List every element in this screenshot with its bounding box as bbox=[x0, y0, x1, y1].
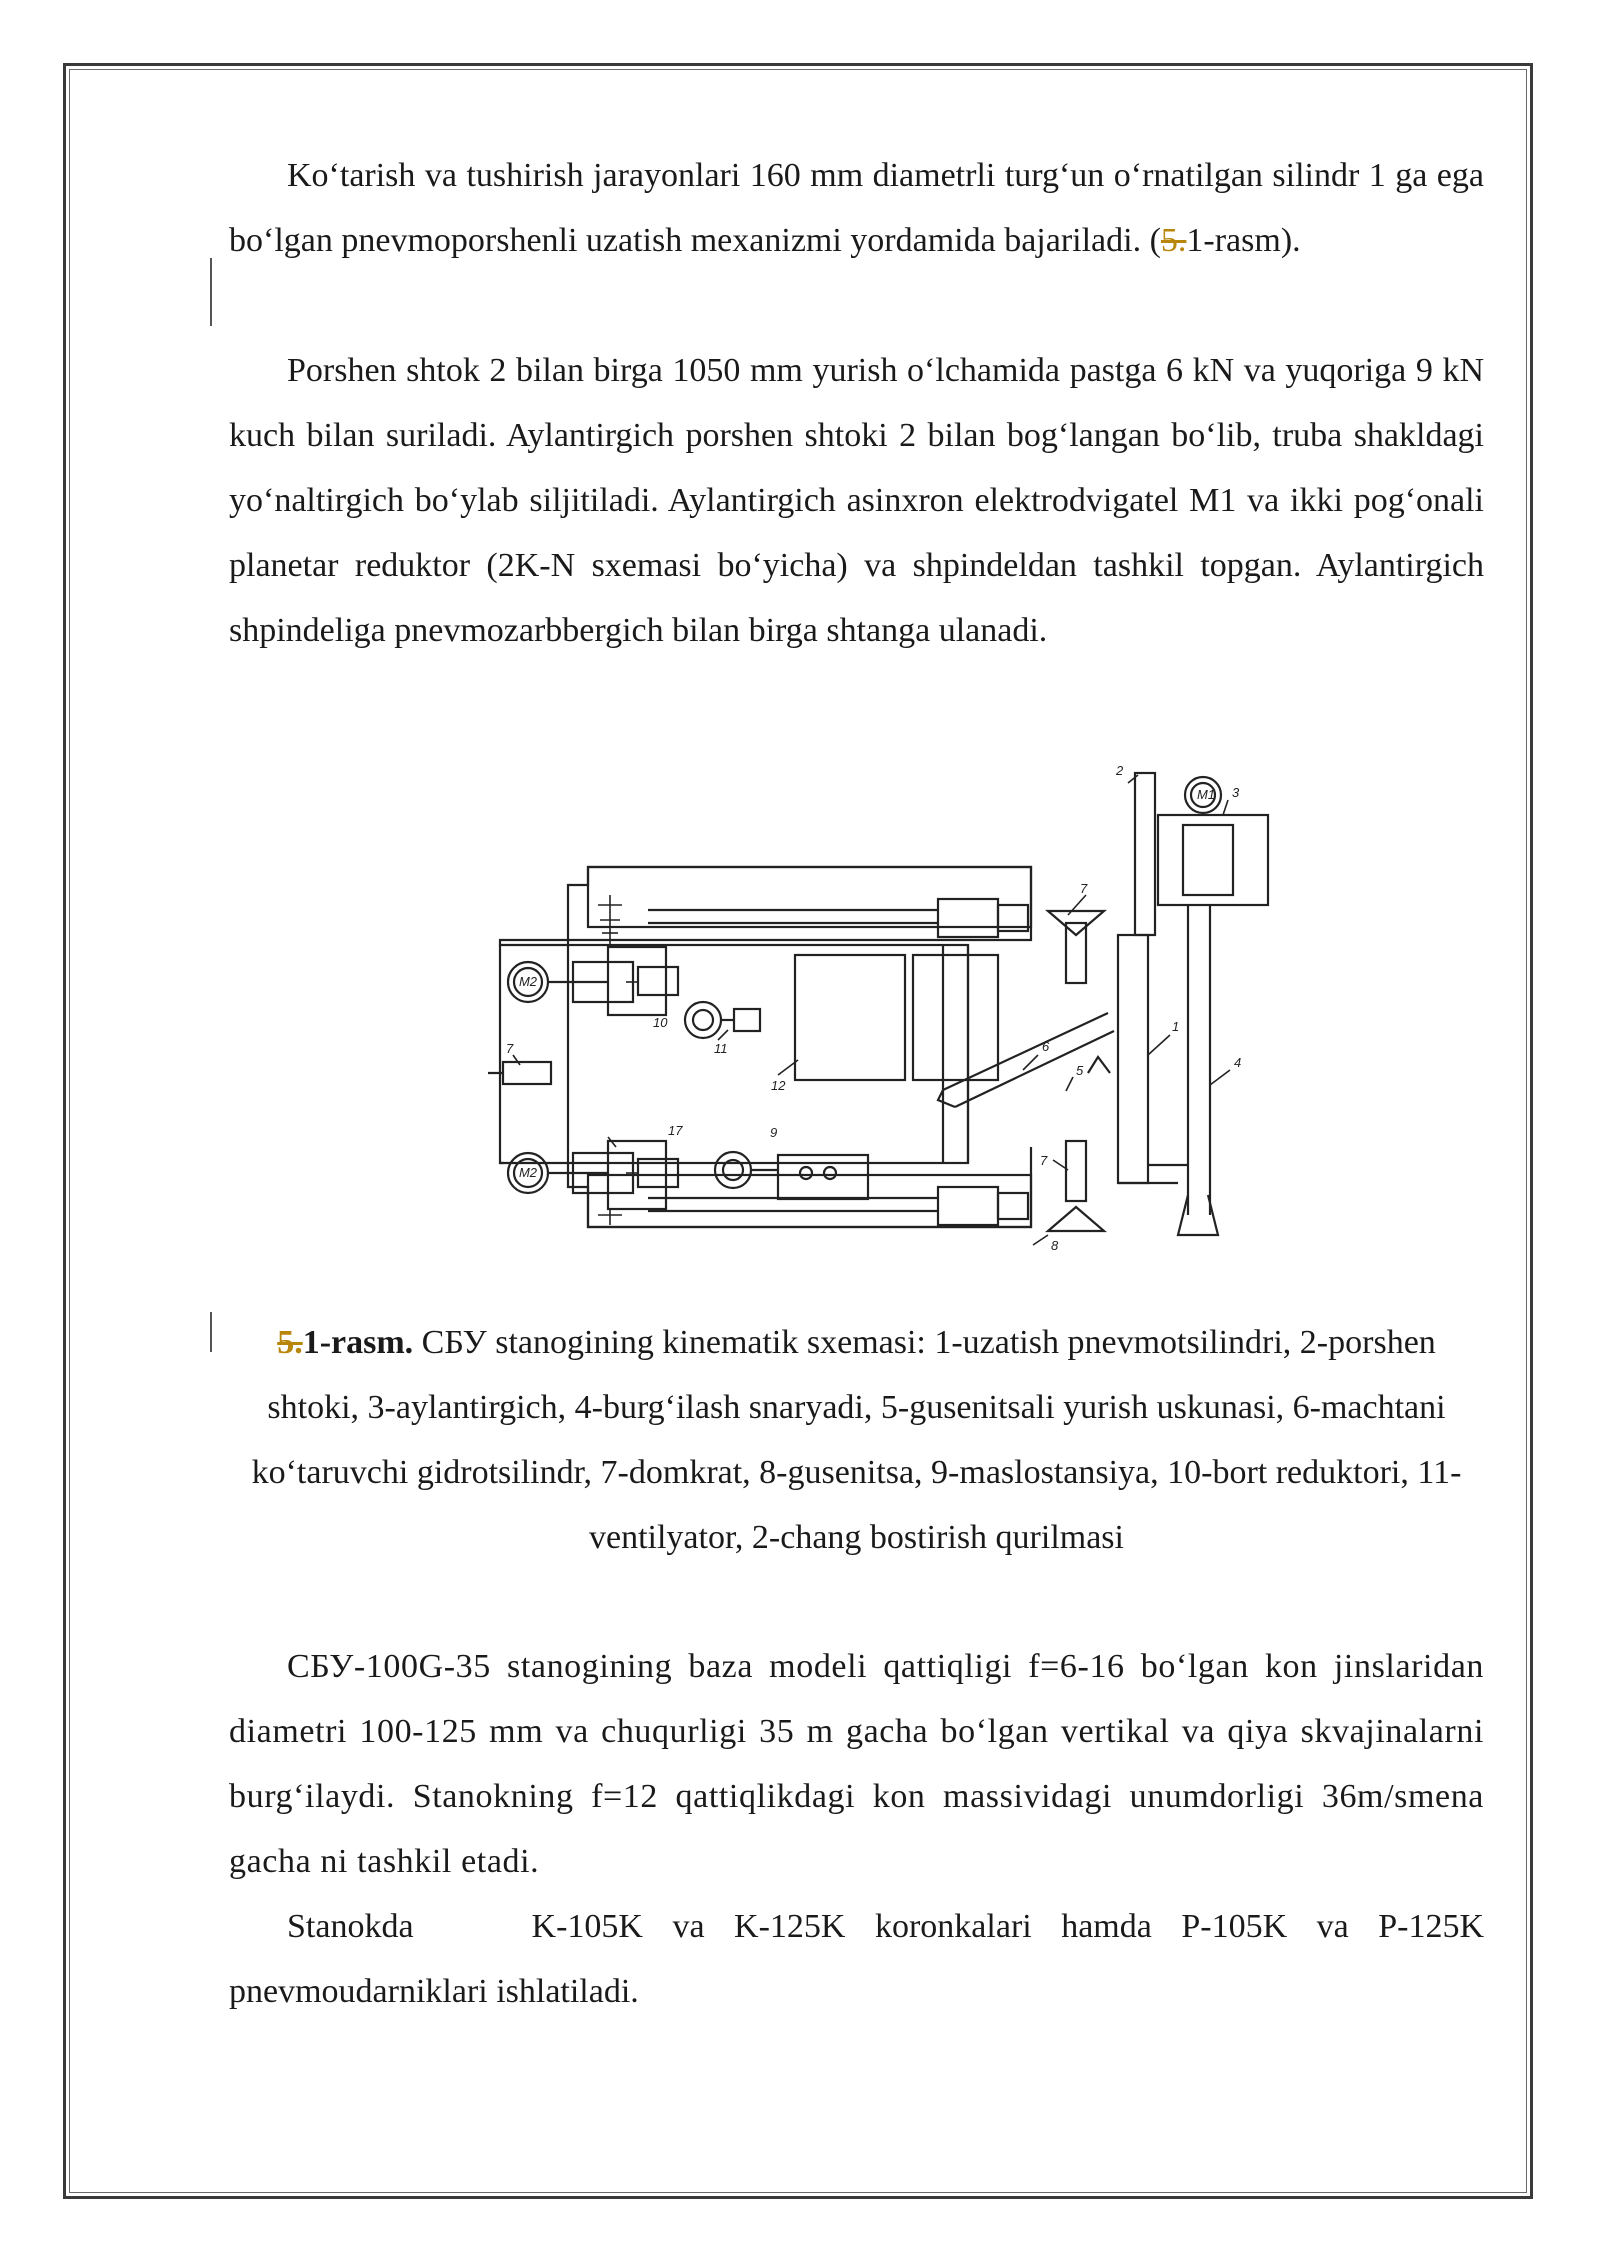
callout-9: 9 bbox=[770, 1125, 778, 1140]
kinematic-diagram bbox=[488, 755, 1288, 1275]
callout-17: 17 bbox=[668, 1123, 683, 1138]
figure-caption bbox=[229, 1310, 1484, 1570]
paragraph-4-text: Stanokda K-105K va K-125K koronkalari hamda P-105K va P-125K pnevmoudarniklari ishlatiladi. bbox=[229, 1908, 1493, 2010]
tracked-deletion: 5. bbox=[1160, 222, 1187, 259]
callout-8: 8 bbox=[1051, 1238, 1059, 1253]
caption-tracked-deletion: 5. bbox=[277, 1324, 303, 1361]
paragraph-3 bbox=[229, 1634, 1484, 1894]
callout-2: 2 bbox=[1116, 763, 1124, 778]
paragraph-2-text: Porshen shtok 2 bilan birga 1050 mm yurish o‘lchamida pastga 6 kN va yuqoriga 9 kN kuch bilan suriladi. Aylantirgich porshen shtoki 2 bilan bog‘langan bo‘lib, truba shakldagi yo‘naltirgich bo‘ylab siljitiladi. Aylantirgich asinxron elektrodvigatel M1 va ikki pog‘onali planetar reduktor (2K-N sxemasi bo‘yicha) va shpindeldan tashkil topgan. Aylantirgich shpindeliga pnevmozarbbergich bilan birga shtanga ulanadi. bbox=[229, 352, 1484, 649]
callout-3: 3 bbox=[1232, 785, 1240, 800]
paragraph-1 bbox=[229, 143, 1484, 273]
callout-7: 7 bbox=[1040, 1153, 1048, 1168]
motor-m2-label: M2 bbox=[518, 1165, 538, 1180]
callout-7: 7 bbox=[1080, 881, 1088, 896]
callout-11: 11 bbox=[714, 1041, 728, 1056]
paragraph-1-text: Ko‘tarish va tushirish jarayonlari 160 mm diametrli turg‘un o‘rnatilgan silindr 1 ga ega bo‘lgan pnevmoporshenli uzatish mexanizmi yordamida bajariladi. ( bbox=[229, 157, 1484, 259]
motor-m2-label: M2 bbox=[518, 974, 538, 989]
paragraph-3-text: СБУ-100G-35 stanogining baza modeli qattiqligi f=6-16 bo‘lgan kon jinslaridan diametri 100-125 mm va chuqurligi 35 m gacha bo‘lgan vertikal va qiya skvajinalarni burg‘ilaydi. Stanokning f=12 qattiqlikdagi kon massividagi unumdorligi 36m/smena gacha ni tashkil etadi. bbox=[229, 1648, 1484, 1880]
kinematic-diagram-figure bbox=[488, 755, 1288, 1275]
callout-7: 7 bbox=[506, 1041, 514, 1056]
change-bar bbox=[210, 258, 212, 326]
paragraph-4 bbox=[229, 1894, 1493, 2024]
change-bar bbox=[210, 1312, 212, 1352]
callout-10: 10 bbox=[653, 1015, 668, 1030]
callout-1: 1 bbox=[1172, 1019, 1180, 1034]
paragraph-2 bbox=[229, 338, 1484, 663]
callout-5: 5 bbox=[1076, 1063, 1084, 1078]
caption-label: 1-rasm. bbox=[302, 1324, 414, 1361]
callout-12: 12 bbox=[771, 1078, 786, 1093]
callout-4: 4 bbox=[1234, 1055, 1242, 1070]
caption-text: СБУ stanogining kinematik sxemasi: 1-uzatish pnevmotsilindri, 2-porshen shtoki, 3-aylantirgich, 4-burg‘ilash snaryadi, 5-gusenitsali yurish uskunasi, 6-machtani ko‘taruvchi gidrotsilindr, 7-domkrat, 8-gusenitsa, 9-maslostansiya, 10-bort reduktori, 11-ventilyator, 2-chang bostirish qurilmasi bbox=[251, 1324, 1462, 1556]
paragraph-1-end: 1-rasm). bbox=[1186, 222, 1301, 259]
callout-6: 6 bbox=[1042, 1039, 1050, 1054]
motor-m1-label: M1 bbox=[1196, 787, 1216, 802]
